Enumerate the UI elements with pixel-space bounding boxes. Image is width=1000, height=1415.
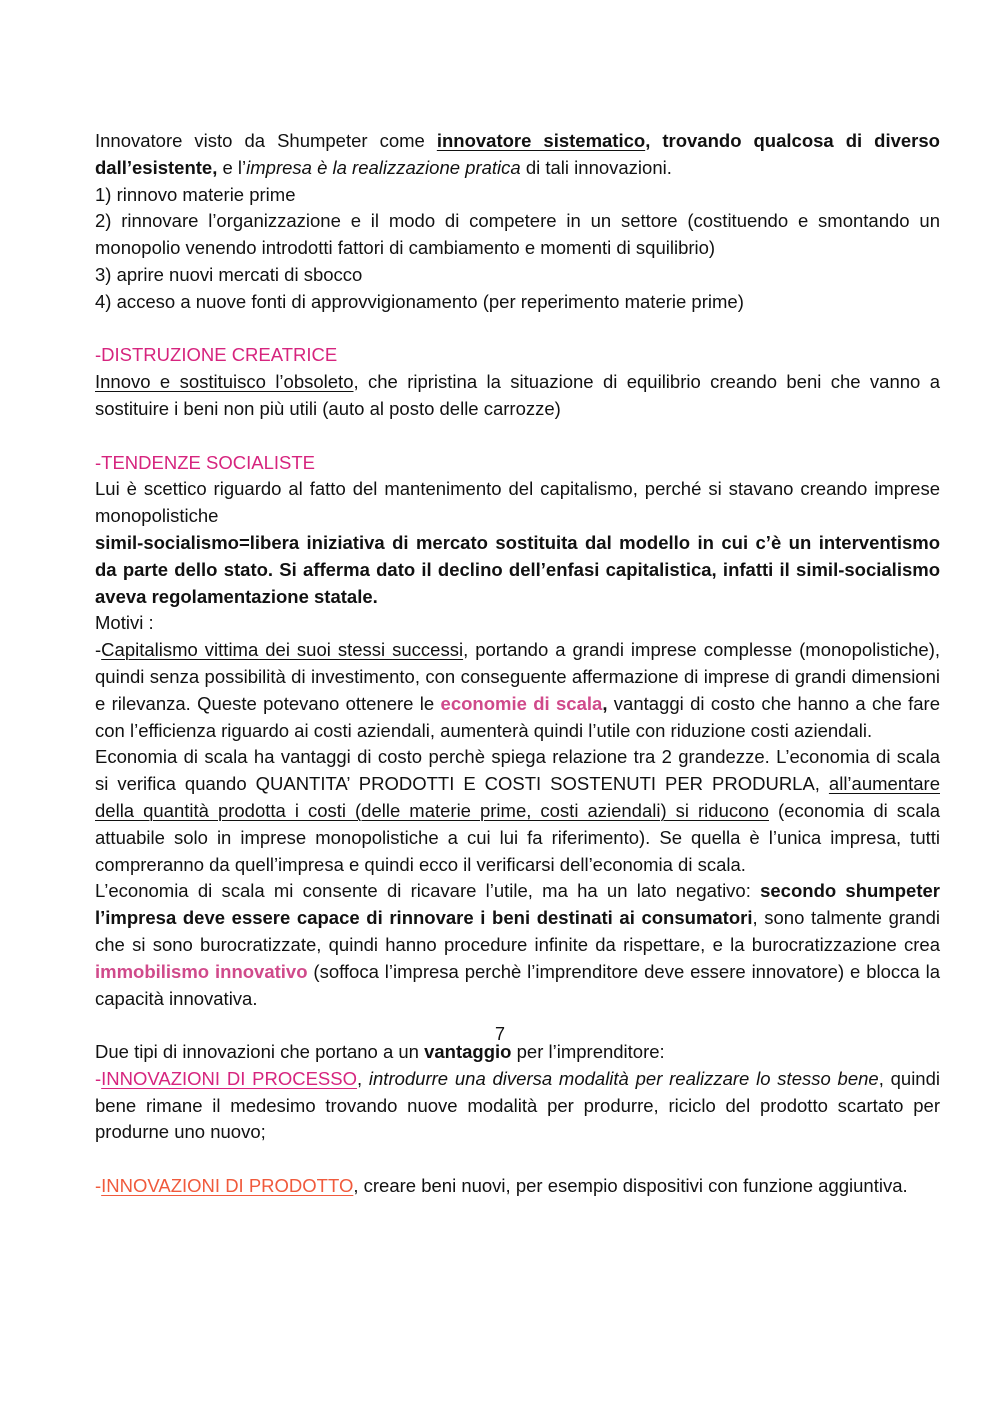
motivi-text-b: vantaggi di costo che hanno a che fare con l’efficienza riguardo ai costi aziendali, aumenterà quindi l’utile con riduzione costi aziendali. [95, 692, 941, 741]
immobilismo-highlight: immobilismo innovativo [95, 960, 308, 982]
processo-comma: , [356, 1067, 369, 1089]
distruzione-underlined: Innovo e sostituisco l’obsoleto [95, 371, 354, 393]
tipi-text-a: Due tipi di innovazioni che portano a un [95, 1041, 425, 1063]
motivi-comma: , [602, 692, 608, 714]
list-item-1: 1) rinnovo materie prime [95, 183, 296, 205]
list-item-2: 2) rinnovare l’organizzazione e il modo di competere in un settore (costituendo e smontando un monopolio venendo introdotti fattori di cambiamento e momenti di squilibrio) [95, 210, 940, 259]
lato-bold: secondo shumpeter l’impresa deve essere capace di rinnovare i beni destinati ai consumatori [95, 880, 940, 929]
economia-underlined: all’aumentare della quantità prodotta i costi (delle materie prime, costi aziendali) si riducono [95, 773, 940, 821]
section-heading-distruzione: -DISTRUZIONE CREATRICE [95, 344, 338, 366]
tipi-text-b: per l’imprenditore: [511, 1041, 665, 1063]
section-heading-tendenze: -TENDENZE SOCIALISTE [95, 451, 315, 473]
list-item-3: 3) aprire nuovi mercati di sbocco [95, 263, 363, 285]
economia-paragraph [95, 744, 940, 878]
motivi-text-a: , portando a grandi imprese complesse (monopolistiche), quindi senza possibilità di investimento, con conseguente affermazione di imprese di grandi dimensioni e rilevanza. Queste potevano ottenere le [95, 639, 940, 714]
intro-bold-text: , trovando qualcosa di diverso dall’esistente, [95, 130, 940, 178]
innovazioni-prodotto-label: INNOVAZIONI DI PRODOTTO [101, 1175, 354, 1197]
lato-text-b: , sono talmente grandi che si sono burocratizzate, quindi hanno procedure infinite da rispettare, e la burocratizzazione crea [95, 907, 940, 955]
innovazioni-processo-label: INNOVAZIONI DI PROCESSO [101, 1067, 357, 1089]
motivi-underlined: Capitalismo vittima dei suoi stessi successi [101, 639, 464, 661]
vantaggio-bold: vantaggio [424, 1041, 512, 1063]
motivi-label: Motivi : [95, 612, 154, 634]
economie-di-scala-highlight: economie di scala [440, 692, 603, 714]
economia-text-b: (economia di scala attuabile solo in imprese monopolistiche a cui lui fa riferimento). Se quella è l’unica impresa, tutti compreranno da quell’impresa e quindi ecco il verificarsi dell’economia di scala. [95, 799, 940, 875]
intro-italic-text: impresa è la realizzazione pratica [246, 156, 521, 178]
processo-italic: introdurre una diversa modalità per realizzare lo stesso bene [368, 1067, 879, 1089]
innovazioni-processo-paragraph [95, 1066, 940, 1146]
intro-key-term: innovatore sistematico [436, 130, 646, 151]
spacer [95, 423, 940, 450]
motivi-paragraph [95, 637, 940, 744]
spacer [95, 316, 940, 343]
processo-dash: - [95, 1067, 102, 1089]
prodotto-text: , creare beni nuovi, per esempio dispositivi con funzione aggiuntiva. [353, 1175, 908, 1197]
prodotto-dash: - [95, 1175, 102, 1197]
spacer [95, 1146, 940, 1173]
lato-text-c: (soffoca l’impresa perchè l’imprenditore deve essere innovatore) e blocca la capacità innovativa. [95, 960, 940, 1009]
list-item-4: 4) acceso a nuove fonti di approvvigionamento (per reperimento materie prime) [95, 290, 744, 312]
intro-paragraph [95, 128, 940, 182]
lato-text-a: L’economia di scala mi consente di ricavare l’utile, ma ha un lato negativo: [95, 880, 761, 902]
simil-socialismo-paragraph: simil-socialismo=libera iniziativa di mercato sostituita dal modello in cui c’è un interventismo da parte dello stato. Si afferma dato il declino dell’enfasi capitalistica, infatti il simil-socialismo aveva regolamentazione statale. [95, 531, 940, 607]
economia-text-a: Economia di scala ha vantaggi di costo perchè spiega relazione tra 2 grandezze. L’economia di scala si verifica quando QUANTITA’ PRODOTTI E COSTI SOSTENUTI PER PRODURLA, [95, 746, 940, 795]
distruzione-paragraph [95, 369, 940, 423]
lato-negativo-paragraph [95, 878, 940, 1012]
motivi-dash: - [95, 639, 102, 661]
intro-text-a: Innovatore visto da Shumpeter come [95, 130, 437, 151]
tendenze-paragraph: Lui è scettico riguardo al fatto del mantenimento del capitalismo, perché si stavano creando imprese monopolistiche [95, 478, 940, 527]
intro-text-d: e l’ [217, 156, 247, 178]
page-number: 7 [494, 1024, 505, 1044]
distruzione-text: , che ripristina la situazione di equilibrio creando beni che vanno a sostituire i beni non più utili (auto al posto delle carrozze) [95, 371, 940, 419]
innovazioni-prodotto-paragraph [95, 1173, 940, 1200]
intro-text-f: di tali innovazioni. [520, 156, 672, 178]
processo-text: , quindi bene rimane il medesimo trovando nuove modalità per produrre, riciclo del prodotto scartato per produrne uno nuovo; [95, 1067, 940, 1143]
